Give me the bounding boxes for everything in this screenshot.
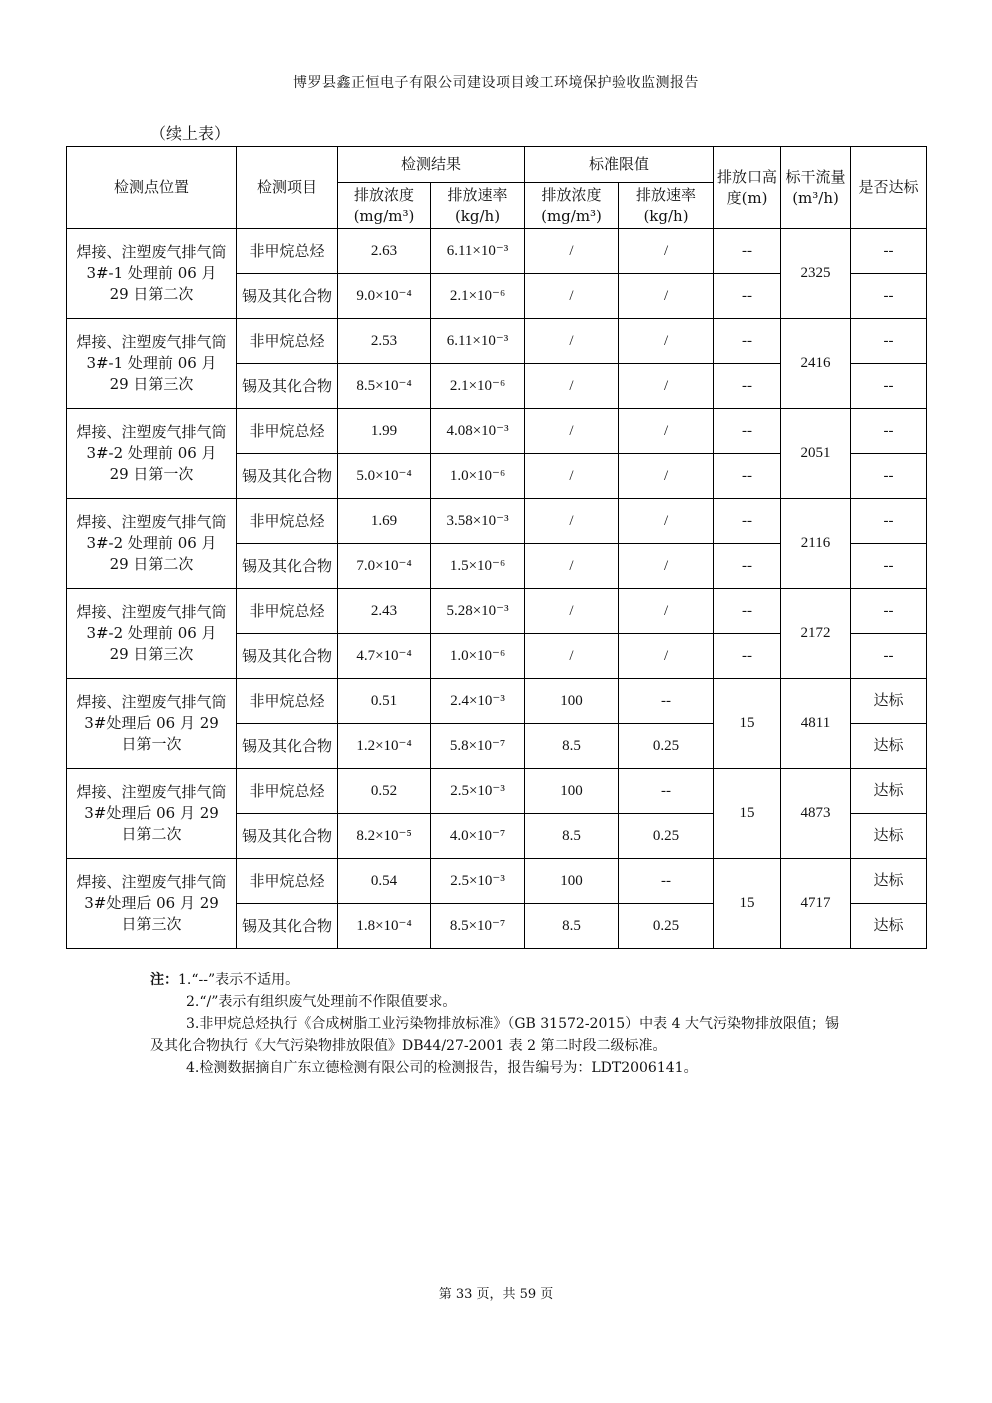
- rate-cell: 2.1×10⁻⁶: [431, 274, 525, 319]
- rate-cell: 2.4×10⁻³: [431, 679, 525, 724]
- limit-conc-cell: /: [525, 589, 619, 634]
- ok-cell: 达标: [851, 814, 927, 859]
- flow-cell: 2416: [781, 319, 851, 409]
- item-cell: 非甲烷总烃: [237, 319, 338, 364]
- rate-cell: 2.5×10⁻³: [431, 769, 525, 814]
- item-cell: 锡及其化合物: [237, 454, 338, 499]
- conc-cell: 2.63: [338, 229, 431, 274]
- limit-conc-cell: 100: [525, 769, 619, 814]
- note-4: 4.检测数据摘自广东立德检测有限公司的检测报告，报告编号为：LDT2006141。: [186, 1060, 698, 1076]
- limit-conc-cell: 100: [525, 859, 619, 904]
- conc-cell: 2.53: [338, 319, 431, 364]
- limit-rate-cell: 0.25: [619, 724, 714, 769]
- flow-cell: 4873: [781, 769, 851, 859]
- table-row: [67, 319, 927, 364]
- rate-cell: 4.08×10⁻³: [431, 409, 525, 454]
- limit-rate-cell: /: [619, 589, 714, 634]
- rate-cell: 3.58×10⁻³: [431, 499, 525, 544]
- rate-cell: 2.5×10⁻³: [431, 859, 525, 904]
- ok-cell: 达标: [851, 904, 927, 949]
- location-cell: 焊接、注塑废气排气筒 3#-2 处理前 06 月 29 日第三次: [67, 589, 237, 679]
- limit-rate-cell: /: [619, 454, 714, 499]
- note-1: 注：1.“--”表示不适用。: [150, 972, 300, 988]
- location-cell: 焊接、注塑废气排气筒 3#-2 处理前 06 月 29 日第一次: [67, 409, 237, 499]
- monitoring-table: [66, 146, 927, 949]
- item-cell: 非甲烷总烃: [237, 679, 338, 724]
- location-cell: 焊接、注塑废气排气筒 3#-1 处理前 06 月 29 日第三次: [67, 319, 237, 409]
- rate-cell: 5.8×10⁻⁷: [431, 724, 525, 769]
- location-cell: 焊接、注塑废气排气筒 3#处理后 06 月 29 日第三次: [67, 859, 237, 949]
- note-2: 2.“/”表示有组织废气处理前不作限值要求。: [186, 994, 457, 1010]
- flow-cell: 2325: [781, 229, 851, 319]
- rate-cell: 8.5×10⁻⁷: [431, 904, 525, 949]
- limit-rate-cell: /: [619, 229, 714, 274]
- limit-conc-cell: /: [525, 229, 619, 274]
- ok-cell: --: [851, 364, 927, 409]
- item-cell: 非甲烷总烃: [237, 859, 338, 904]
- ok-cell: --: [851, 319, 927, 364]
- limit-rate-cell: /: [619, 274, 714, 319]
- ok-cell: --: [851, 454, 927, 499]
- height-cell: --: [714, 274, 781, 319]
- limit-conc-cell: 8.5: [525, 724, 619, 769]
- table-row: [67, 859, 927, 904]
- flow-cell: 2051: [781, 409, 851, 499]
- height-cell: --: [714, 544, 781, 589]
- ok-cell: --: [851, 409, 927, 454]
- header-ok: 是否达标: [851, 147, 927, 229]
- height-cell: --: [714, 229, 781, 274]
- conc-cell: 7.0×10⁻⁴: [338, 544, 431, 589]
- conc-cell: 0.52: [338, 769, 431, 814]
- rate-cell: 1.5×10⁻⁶: [431, 544, 525, 589]
- limit-conc-cell: /: [525, 499, 619, 544]
- conc-cell: 1.8×10⁻⁴: [338, 904, 431, 949]
- limit-conc-cell: /: [525, 454, 619, 499]
- location-cell: 焊接、注塑废气排气筒 3#-2 处理前 06 月 29 日第二次: [67, 499, 237, 589]
- limit-rate-cell: 0.25: [619, 904, 714, 949]
- height-cell: --: [714, 454, 781, 499]
- height-cell: --: [714, 319, 781, 364]
- page-footer: 第 33 页，共 59 页: [438, 1287, 554, 1302]
- header-flow: 标干流量(m³/h): [781, 147, 851, 229]
- height-cell: --: [714, 499, 781, 544]
- ok-cell: --: [851, 499, 927, 544]
- item-cell: 非甲烷总烃: [237, 409, 338, 454]
- rate-cell: 2.1×10⁻⁶: [431, 364, 525, 409]
- item-cell: 非甲烷总烃: [237, 499, 338, 544]
- item-cell: 锡及其化合物: [237, 274, 338, 319]
- header-result-conc: 排放浓度 (mg/m³): [338, 183, 431, 229]
- conc-cell: 1.69: [338, 499, 431, 544]
- limit-conc-cell: /: [525, 274, 619, 319]
- limit-conc-cell: /: [525, 364, 619, 409]
- limit-rate-cell: --: [619, 679, 714, 724]
- table-row: [67, 679, 927, 724]
- conc-cell: 9.0×10⁻⁴: [338, 274, 431, 319]
- limit-conc-cell: 8.5: [525, 904, 619, 949]
- conc-cell: 0.54: [338, 859, 431, 904]
- ok-cell: 达标: [851, 724, 927, 769]
- height-cell: 15: [714, 769, 781, 859]
- flow-cell: 4717: [781, 859, 851, 949]
- limit-conc-cell: /: [525, 544, 619, 589]
- limit-rate-cell: 0.25: [619, 814, 714, 859]
- limit-rate-cell: --: [619, 769, 714, 814]
- note-3: 3.非甲烷总烃执行《合成树脂工业污染物排放标准》（GB 31572-2015）中表 4 大气污染物排放限值；锡及其化合物执行《大气污染物排放限值》DB44/27-2001 表 2 第二时段二级标准。: [150, 1016, 839, 1054]
- limit-conc-cell: /: [525, 634, 619, 679]
- ok-cell: --: [851, 274, 927, 319]
- limit-rate-cell: /: [619, 544, 714, 589]
- flow-cell: 4811: [781, 679, 851, 769]
- table-row: [67, 499, 927, 544]
- item-cell: 锡及其化合物: [237, 544, 338, 589]
- rate-cell: 1.0×10⁻⁶: [431, 454, 525, 499]
- height-cell: 15: [714, 679, 781, 769]
- header-limit-rate: 排放速率 (kg/h): [619, 183, 714, 229]
- limit-rate-cell: /: [619, 409, 714, 454]
- rate-cell: 6.11×10⁻³: [431, 319, 525, 364]
- limit-rate-cell: --: [619, 859, 714, 904]
- limit-conc-cell: 8.5: [525, 814, 619, 859]
- conc-cell: 2.43: [338, 589, 431, 634]
- header-result: 检测结果: [338, 147, 525, 183]
- ok-cell: --: [851, 634, 927, 679]
- table-row: [67, 409, 927, 454]
- ok-cell: --: [851, 544, 927, 589]
- ok-cell: 达标: [851, 679, 927, 724]
- location-cell: 焊接、注塑废气排气筒 3#-1 处理前 06 月 29 日第二次: [67, 229, 237, 319]
- conc-cell: 0.51: [338, 679, 431, 724]
- limit-rate-cell: /: [619, 634, 714, 679]
- item-cell: 锡及其化合物: [237, 724, 338, 769]
- header-limit: 标准限值: [525, 147, 714, 183]
- ok-cell: --: [851, 229, 927, 274]
- height-cell: 15: [714, 859, 781, 949]
- height-cell: --: [714, 634, 781, 679]
- header-result-rate: 排放速率 (kg/h): [431, 183, 525, 229]
- header-limit-conc: 排放浓度 (mg/m³): [525, 183, 619, 229]
- conc-cell: 5.0×10⁻⁴: [338, 454, 431, 499]
- location-cell: 焊接、注塑废气排气筒 3#处理后 06 月 29 日第一次: [67, 679, 237, 769]
- table-row: [67, 229, 927, 274]
- table-row: [67, 769, 927, 814]
- rate-cell: 6.11×10⁻³: [431, 229, 525, 274]
- limit-conc-cell: 100: [525, 679, 619, 724]
- item-cell: 锡及其化合物: [237, 904, 338, 949]
- rate-cell: 5.28×10⁻³: [431, 589, 525, 634]
- item-cell: 锡及其化合物: [237, 814, 338, 859]
- notes: [150, 969, 850, 1079]
- ok-cell: 达标: [851, 769, 927, 814]
- flow-cell: 2172: [781, 589, 851, 679]
- header-height: 排放口高度(m): [714, 147, 781, 229]
- conc-cell: 1.99: [338, 409, 431, 454]
- limit-rate-cell: /: [619, 364, 714, 409]
- conc-cell: 8.5×10⁻⁴: [338, 364, 431, 409]
- rate-cell: 1.0×10⁻⁶: [431, 634, 525, 679]
- continued-label: （续上表）: [150, 124, 231, 143]
- height-cell: --: [714, 364, 781, 409]
- item-cell: 非甲烷总烃: [237, 229, 338, 274]
- ok-cell: --: [851, 589, 927, 634]
- item-cell: 非甲烷总烃: [237, 589, 338, 634]
- item-cell: 锡及其化合物: [237, 364, 338, 409]
- item-cell: 锡及其化合物: [237, 634, 338, 679]
- limit-rate-cell: /: [619, 319, 714, 364]
- rate-cell: 4.0×10⁻⁷: [431, 814, 525, 859]
- header-item: 检测项目: [237, 147, 338, 229]
- conc-cell: 8.2×10⁻⁵: [338, 814, 431, 859]
- conc-cell: 4.7×10⁻⁴: [338, 634, 431, 679]
- height-cell: --: [714, 589, 781, 634]
- limit-conc-cell: /: [525, 319, 619, 364]
- header-location: 检测点位置: [67, 147, 237, 229]
- height-cell: --: [714, 409, 781, 454]
- conc-cell: 1.2×10⁻⁴: [338, 724, 431, 769]
- item-cell: 非甲烷总烃: [237, 769, 338, 814]
- table-row: [67, 589, 927, 634]
- page-header: 博罗县鑫正恒电子有限公司建设项目竣工环境保护验收监测报告: [293, 75, 699, 91]
- location-cell: 焊接、注塑废气排气筒 3#处理后 06 月 29 日第二次: [67, 769, 237, 859]
- flow-cell: 2116: [781, 499, 851, 589]
- limit-rate-cell: /: [619, 499, 714, 544]
- limit-conc-cell: /: [525, 409, 619, 454]
- ok-cell: 达标: [851, 859, 927, 904]
